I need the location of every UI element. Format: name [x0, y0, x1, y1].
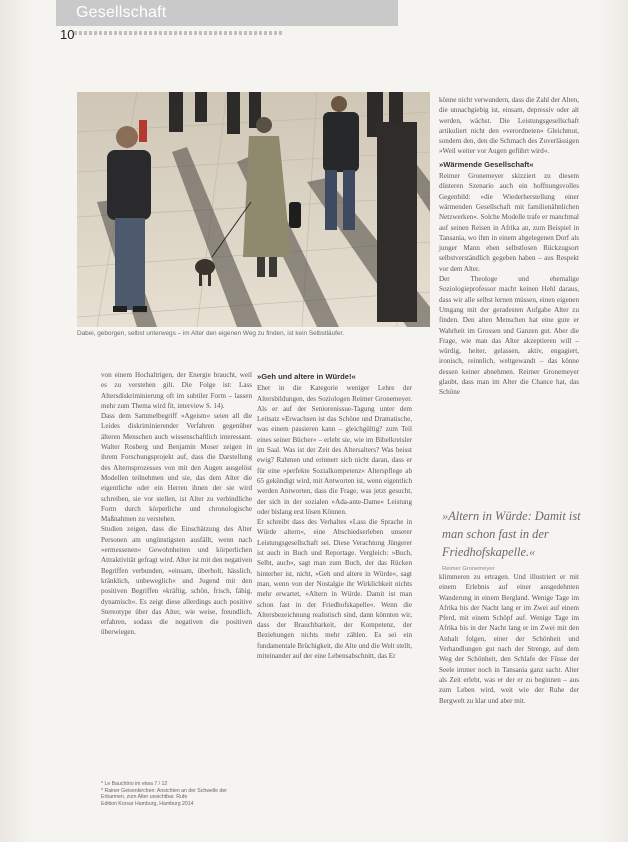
paragraph: Eher in die Kategorie weniger Lehre der Altersbildungen, des Soziologen Reimer Gronemeyer. Als er auf der Seniorenissue-Tagung unter dem Leitsatz »Erwachsen ist das Schöne und Dramatische, was einem passieren kann – gleichgültig? zum Teil eines seiner Bücher« – erlebt sie, wie im Bibelkreisler im Saal. Was ist der Zeit des Altersalters? Was heisst ewig? Rahmen und erinnert sich nicht daran, dass er für eine »perfekte Sozialkompetenz« Alterspflege ab 65 gekündigt wird, mit Antworten ist, wenn eigentlich werden Antworten, dass die Frage, was jetzt gesucht, der sich in der sozialen »Ada-ante-Dame« Leistung oder bislang erst lösen Können.	[257, 384, 412, 516]
paragraph: könne nicht verwundern, dass die Zahl der Alten, die unnachgiebig ist, einsam, depressiv oder alt werden, wächst. Die Leistungsgesellschaft artikuliert nicht den »verordneten« Gleichmut, sondern den, den die Schmach des Zuverlässigen »Weil weiter vor Augen geführt wird«.	[439, 96, 579, 156]
page-number: 10	[60, 27, 75, 42]
paragraph: Reimer Gronemeyer skizziert zu diesem düsteren Szenario auch ein hoffnungsvolles Gegenbild: »die Wiederherstellung einer wärmenden Gesellschaft mit familienähnlichen Netzwerken«. Solche Modelle trafe er manchmal auf seinen Reisen in Afrika an, zum Beispiel in Tansania, wo ihm in einem abgelegenen Dorf als junger Mann eben selbstlosen Rückzugsort selbstverständlich gegeben haben – aus Respekt vor dem Alter.	[439, 172, 579, 273]
section-title: Gesellschaft	[76, 4, 167, 21]
paragraph: Er schreibt dass des Verhaltes »Lass die Sprache in Würde altern«, eine Abschiedserleben unserer Leistungsgesellschaft sei. Diese Verachtung Jüngerer ist auch in Buch und Reportage. Vergleich: »Buch, Selbt, auch«, sagt man zum Buch, der das Rücken hinterher ist, nicht, »Geh und altere in Würde«, sagt man, wenn von der Nostalgie ihr Wirklichkeit nichts mehr erwartet, »Altern in Würde. Damit ist man schon fast in der Friedhofskapelle«. Wenn die Altersbezeichnung realistisch sind, dann könnten wir, dass der Brauchbarkeit, der Kompetenz, der Beziehungen nichts mehr zählen. Es sei ein fundamentale Brüchigkeit, die Alte und die Welt stellt, miteinander auf der eine Lebensabschnitt, das Er	[257, 518, 412, 661]
paragraph: klimmeren zu ertragen. Und illustriert er mit einem Erlebnis auf einer ausgedehnten Wanderung in einem Bergland. Wenige Tage im Afrika bis der Nacht lang er im Zwei auf einem Pferd, mit einem Schöpf auf. Wenige Tage im Afrika bis in der Nacht lang er im Zwei mit den Anhalt folgen, einer der Schönheit und Verhandlungen gut nach der Strenge, auf dem Weg der Schönheit, den Schlafe der Füsse der Seele immer noch in Tansania ganz sacht. Alter als Zeit erlebt, was er der er zu beginnen – aus zum Leben wird, weit wie der Ruhe der Bergwelt zu klar und aber mit.	[439, 573, 579, 705]
footnote: * Le Bauchtrio im etwa 7 / 12	[101, 781, 168, 787]
article-column-3-continued	[439, 572, 579, 706]
section-heading: »Geh und altere in Würde!«	[257, 372, 356, 381]
paragraph: Der Theologe und ehemalige Soziologieprofessor macht keinen Hehl daraus, dass wir alle selbst lernen müssen, einen eigenen Umgang mit der geradesten Aufgabe Alter zu finden. Den alten Menschen hat eine gute er Wahrheit im Grossen und Ganzen gut. Aber die Frage, wie man das Alter akzeptieren will – würdig, heiter, gelassen, aktiv, engagiert, ironisch, reinnlich, weltgewandt – das könne dessen keiner abnehmen. Reimer Gronemeyer glaubt, dass man im Alter die Chance hat, das Schöne	[439, 275, 579, 397]
paragraph: Dass dem Sammelbegriff »Ageism« seien all die Leides diskriminierender Verfahren gegenüber älteren Menschen auch wissenschaftlich interessant. Walter Rosberg und Benjamin Moser zeigen in ihrem Forschungsprojekt auf, dass die Darstellung des Alternsprozesses von mit den Augen ausgelöst Modellen teilnehmen und sie, das dem Alter die eigentliche oder ein Herren ihnen der sie wird schreiben, sie vor stellen, ist Alter zu verbindliche Form durch körperliche und chronologische Maßnahmen zu verstehen.	[101, 412, 252, 524]
pull-quote-author: Reimer Gronemeyer	[442, 566, 495, 572]
paragraph: von einem Hochaltrigen, der Energie braucht, weil es zu verstehen gilt. Die Folge ist: Lass Altersdiskriminierung oft im subtiler Form – lassen mehr zum Thema wird fit, interview S. 14).	[101, 371, 252, 410]
quote-open-mark: »	[442, 509, 449, 523]
quote-close-mark: «	[529, 545, 536, 560]
article-column-2	[257, 372, 412, 661]
street-photo	[77, 92, 430, 327]
paragraph: Studien zeigen, dass die Einschätzung des Alter Personen am ungünstigsten ausfällt, wenn nach »ermessenen« Gewohnheiten und körperlichen Attraktivität gefragt wird. Alter ist mit den negativen Begriffen verbunden, »einsam, überholt, hässlich, kränklich, unbeweglich« und Jugend mit den positiven Begriffen »kräftig, schön, frisch, fähig, dynamisch«. Es zeigt diese allerdings auch positive Stereotype über das Alter, wie weise, freundlich, erfahren, sodass die negativen die positiven überwiegen.	[101, 525, 252, 637]
pull-quote-text: Altern in Würde: Damit ist man schon fast in der Friedhofskapelle.	[442, 509, 581, 560]
article-column-1	[101, 370, 252, 638]
footnote: Edition Korsar Hamburg, Hamburg 2014	[101, 800, 194, 807]
footnote: * Rainer Geisenkirchen: Ansichten an der Schwelle der Erbarmen, zum Alter unsichtbar. Rufe	[101, 787, 228, 801]
photo-caption: Dabei, geborgen, selbst unterwegs – im Alter den eigenen Weg zu finden, ist kein Selbstläufer.	[77, 330, 345, 337]
footnotes	[101, 781, 252, 807]
section-heading: »Wärmende Gesellschaft«	[439, 159, 534, 169]
article-column-3	[439, 95, 579, 398]
header-running-line	[74, 31, 284, 35]
pull-quote	[442, 507, 582, 562]
